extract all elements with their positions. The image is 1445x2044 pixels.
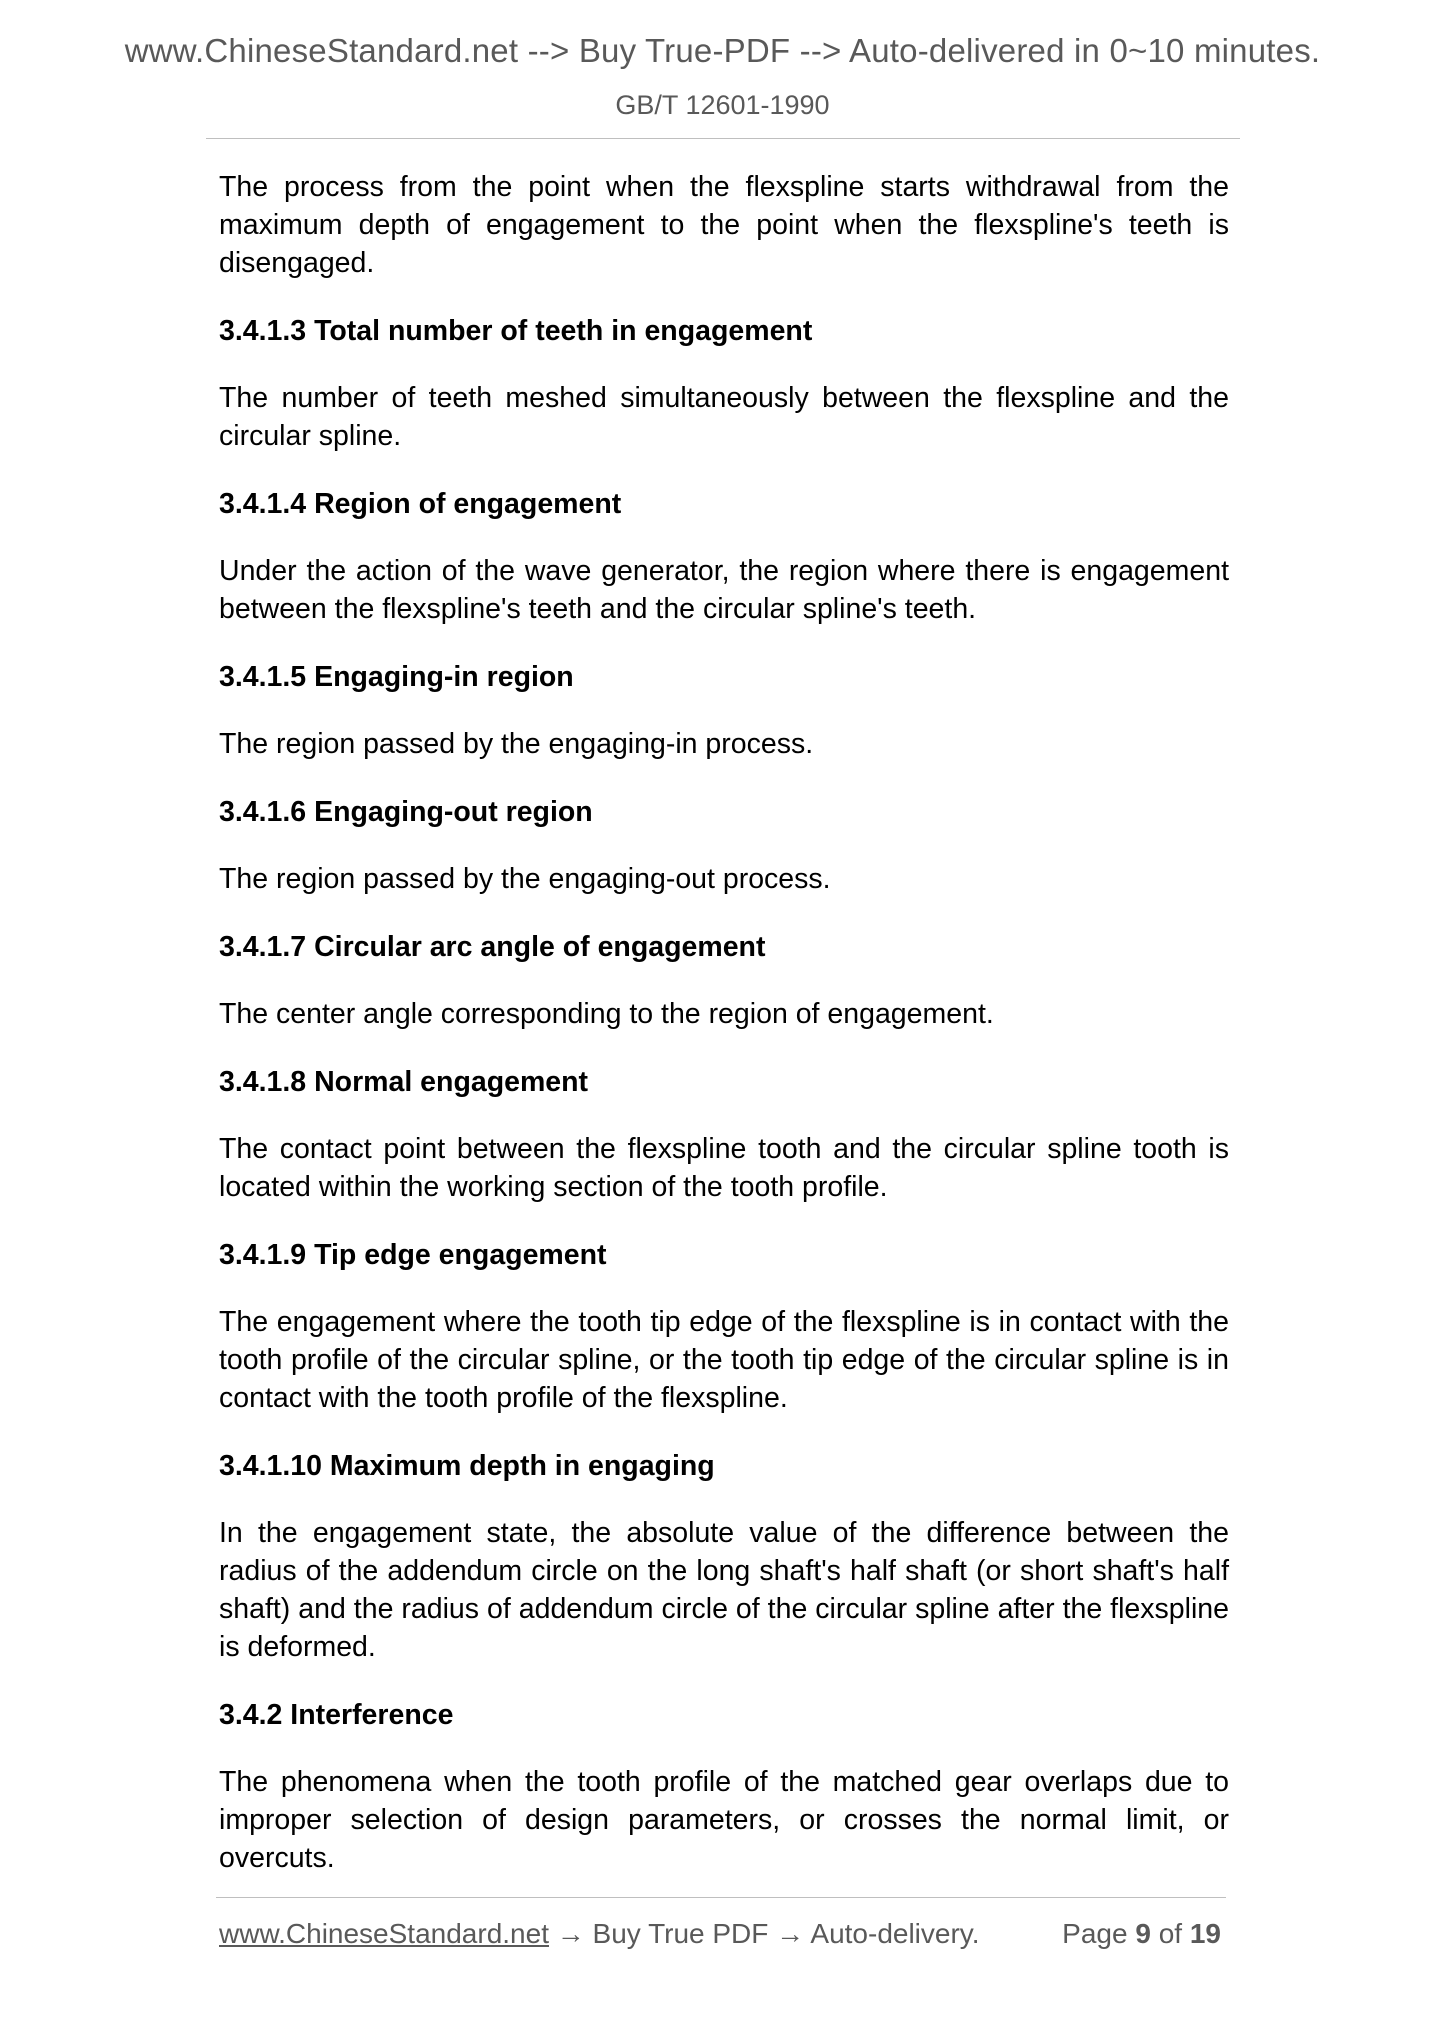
header-divider <box>206 138 1240 139</box>
section-heading: 3.4.1.8 Normal engagement <box>219 1066 589 1098</box>
document-body <box>219 168 1229 1907</box>
page-total: 19 <box>1189 1918 1221 1949</box>
footer-site-link[interactable]: www.ChineseStandard.net <box>219 1918 549 1949</box>
section-heading: 3.4.1.10 Maximum depth in engaging <box>219 1450 715 1482</box>
section-heading: 3.4.1.7 Circular arc angle of engagement <box>219 931 766 963</box>
page-indicator <box>1062 1918 1221 1950</box>
section-heading: 3.4.1.5 Engaging-in region <box>219 661 574 693</box>
page-footer <box>219 1918 1229 1950</box>
section-text: Under the action of the wave generator, the region where there is engagement between the flexspline's teeth and the circular spline's teeth. <box>219 555 1229 625</box>
section-text: The region passed by the engaging-in process. <box>219 728 814 760</box>
section-text: The center angle corresponding to the region of engagement. <box>219 998 994 1030</box>
section-text: The contact point between the flexspline tooth and the circular spline tooth is located within the working section of the tooth profile. <box>219 1133 1229 1203</box>
section-text: The engagement where the tooth tip edge of the flexspline is in contact with the tooth profile of the circular spline, or the tooth tip edge of the circular spline is in contact with the tooth profile of the flexspline. <box>219 1306 1229 1414</box>
page-of: of <box>1158 1918 1183 1949</box>
section-heading: 3.4.1.4 Region of engagement <box>219 488 622 520</box>
section-text: In the engagement state, the absolute value of the difference between the radius of the addendum circle on the long shaft's half shaft (or short shaft's half shaft) and the radius of addendum circle of the circular spline after the flexspline is deformed. <box>219 1517 1229 1663</box>
section-heading: 3.4.2 Interference <box>219 1699 454 1731</box>
site-banner: www.ChineseStandard.net --> Buy True-PDF --> Auto-delivered in 0~10 minutes. <box>124 32 1321 69</box>
section-heading: 3.4.1.6 Engaging-out region <box>219 796 593 828</box>
section-heading: 3.4.1.9 Tip edge engagement <box>219 1239 607 1271</box>
footer-tagline: → Buy True PDF → Auto-delivery. <box>548 1918 980 1949</box>
page-label: Page <box>1062 1918 1128 1949</box>
section-heading: 3.4.1.3 Total number of teeth in engagement <box>219 315 813 347</box>
page-current: 9 <box>1135 1918 1151 1949</box>
document-code: GB/T 12601-1990 <box>615 90 830 120</box>
section-text: The number of teeth meshed simultaneously between the flexspline and the circular spline. <box>219 382 1229 452</box>
section-text: The region passed by the engaging-out process. <box>219 863 831 895</box>
footer-divider <box>216 1897 1226 1898</box>
section-text: The phenomena when the tooth profile of the matched gear overlaps due to improper selection of design parameters, or crosses the normal limit, or overcuts. <box>219 1766 1229 1874</box>
intro-paragraph: The process from the point when the flexspline starts withdrawal from the maximum depth of engagement to the point when the flexspline's teeth is disengaged. <box>219 171 1229 279</box>
